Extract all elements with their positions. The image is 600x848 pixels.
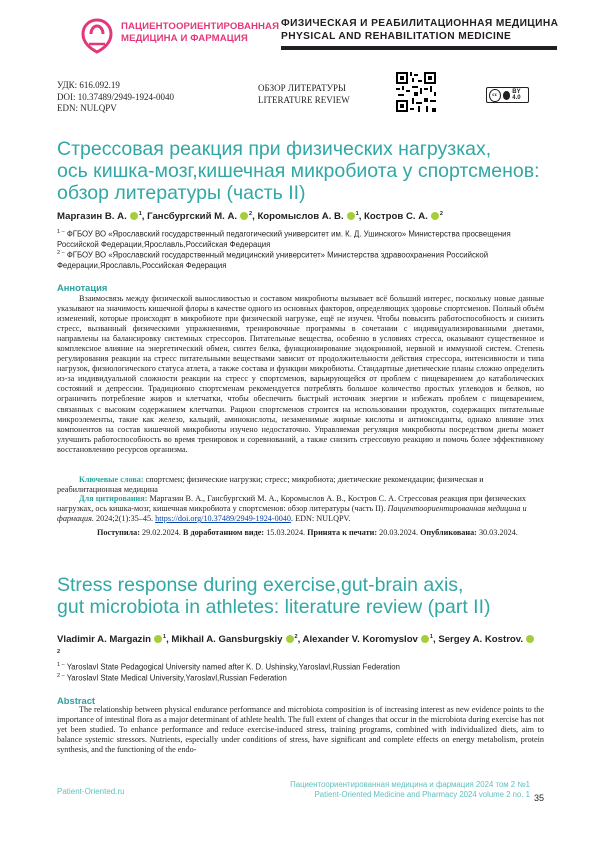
author-name: Гансбургский М. А. — [147, 211, 238, 223]
author-name: Sergey A. Kostrov. — [438, 634, 524, 646]
citation-tail: 2024;2(1):35–45. — [96, 514, 154, 524]
journal-logo-icon — [79, 16, 115, 56]
article-type — [258, 83, 350, 106]
qr-code-icon[interactable] — [394, 70, 438, 114]
title-ru — [57, 138, 557, 204]
cc-icon: cc — [489, 89, 501, 102]
author-sup: 1 — [138, 211, 142, 217]
keywords-text: спортсмен; физические нагрузки; стресс; микробиота; диетические рекомендации; физическая и реабилитационная медицина — [57, 475, 484, 495]
footer-site[interactable]: Patient-Oriented.ru — [57, 787, 125, 796]
citation-journal: Пациентоориентированная медицина и фармация. — [57, 504, 527, 524]
abstract-text-ru: Взаимосвязь между физической выносливостью и составом микробиоты вызывает всё больший интерес, поскольку новые данные указывают на значимость кишечной флоры в качестве одного из основных факторов, определяющих здоровье спортсменов. Полный объём изменений, которые происходят в микробиоте при физической нагрузке, ещё не изучен. Чтобы повысить работоспособность и снизить стресс, вызванный физическими упражнениями, тренировочные программы в сочетании с индивидуализированными диетами, направлены на балансировку системных стрессоров. Питательные вещества, особенно в условиях стресса, оказывают существенное и комплексное влияние на энергетический обмен, синтез белка, функционирование эндокринной, нервной и иммунной систем. Степень регулирования реакции на стресс питательными веществами зависит от продолжительности действия стрессора, интенсивности и типа нагрузок, физиологического статуса атлета, а также состава и функции микробиоты. Стандартные диетические планы сложно определить из-за индивидуальной сложности реакции на стресс у спортсменов, варьирующейся от проблем с пищеварением до катаболических состояний и депрессии. Традиционно спортсменам рекомендуется потреблять большое количество простых углеводов и белков, но ограничить потребление жиров и клетчатки, чтобы обеспечить быстрый источник энергии и избежать проблем с пищеварением, связанных с высоким содержанием клетчатки. Рацион спортсменов строится на использовании продуктов, содержащих питательные микроэлементы, такие как железо, кальций, аминокислоты, незаменимые жирные кислоты и антиоксиданты, однако влияние этих компонентов на состав кишечной микробиоты изучено недостаточно. Управляемая регуляция микробиоты посредством диеты может улучшить работоспособность во время тренировок и соревнований, а также снизить стрессовую реакцию и помочь более эффективному восстановлению ресурсов организма. — [57, 294, 544, 454]
citation-doi-link[interactable]: https://doi.org/10.37489/2949-1924-0040 — [155, 514, 291, 524]
orcid-icon[interactable] — [347, 212, 355, 220]
footer-journal-ru: Пациентоориентированная медицина и фармация 2024 том 2 №1 — [290, 780, 530, 789]
license-label: BY 4.0 — [512, 89, 521, 101]
author-sup: 1 — [355, 211, 359, 217]
doi: DOI: 10.37489/2949-1924-0040 — [57, 91, 174, 102]
logo-line-2: МЕДИЦИНА И ФАРМАЦИЯ — [121, 32, 248, 44]
affiliation-en-2: $^{2 -}$ Yaroslavl State Medical University,Yaroslavl,Russian Federation — [57, 673, 287, 683]
title-en-line-1: Stress response during exercise,gut-brain axis, — [57, 574, 464, 596]
title-ru-line-3: обзор литературы (часть II) — [57, 182, 306, 204]
logo-line-1: ПАЦИЕНТООРИЕНТИРОВАННАЯ — [121, 21, 280, 32]
author-name: Mikhail A. Gansburgskiy — [171, 634, 283, 646]
accepted-label: Принята к печати: — [307, 528, 378, 537]
author-sup: 2 — [57, 649, 61, 656]
abstract-text-en: The relationship between physical endurance performance and microbiota composition is of increasing interest as new evidence points to the importance of intestinal flora as a major determinant of athlete health. The full extent of changes that occur in the microbiota during exercise has not yet been studied. To enhance performance and reduce exercise-induced stress, training programs, combined with individualized diets, aim to balance systemic stressors. Nutrients, especially under conditions of stress, have significant and complete effects on energy metabolism, protein synthesis, and the functioning of the endo- — [57, 705, 544, 755]
udc: УДК: 616.092.19 — [57, 80, 120, 90]
author-name: Костров С. А. — [364, 211, 428, 223]
abstract-heading-en: Abstract — [57, 695, 96, 706]
affiliation-ru-2: $^{2 -}$ ФГБОУ ВО «Ярославский государственный медицинский университет» Министерства здравоохранения Российской Федерации,Ярославль,Российская Федерация — [57, 250, 489, 270]
published-date: 30.03.2024. — [478, 528, 518, 537]
affiliation-text: Yaroslavl State Medical University,Yaroslavl,Russian Federation — [66, 673, 287, 683]
affiliation-text: ФГБОУ ВО «Ярославский государственный педагогический университет им. К. Д. Ушинского» Министерства просвещения Российской Федерации,Ярославль,Российская Федерация — [57, 229, 511, 249]
orcid-icon[interactable] — [130, 212, 138, 220]
author-name: Коромыслов А. В. — [257, 211, 344, 223]
citation-text: Маргазин В. А., Гансбургский М. А., Коромыслов А. В., Костров С. А. Стрессовая реакция при физических нагрузках, ось кишка-мозг, кишечная микробиота у спортсменов: обзор литературы (часть II). — [57, 494, 526, 514]
article-meta — [57, 80, 174, 115]
authors-en: Vladimir A. Margazin $^1$, Mikhail A. Gansburgskiy $^2$, Alexander V. Koromyslov $^1$, Sergey A. Kostrov.$^2$ — [57, 631, 537, 661]
footer-journal — [258, 780, 530, 800]
affiliation-text: Yaroslavl State Pedagogical University named after K. D. Ushinsky,Yaroslavl,Russian Federation — [66, 662, 400, 672]
author-sup: 2 — [294, 634, 298, 640]
orcid-icon[interactable] — [431, 212, 439, 220]
article-dates — [97, 528, 518, 537]
abstract-heading-ru: Аннотация — [57, 282, 108, 293]
header-rule — [281, 46, 557, 50]
author-sup: 1 — [429, 634, 433, 640]
author-name: Alexander V. Koromyslov — [302, 634, 418, 646]
author-sup: 2 — [249, 211, 253, 217]
author-sup: 1 — [163, 634, 167, 640]
citation-ru — [57, 494, 544, 524]
author-name: Vladimir A. Margazin — [57, 634, 152, 646]
edn: EDN: NULQPV — [57, 103, 117, 114]
orcid-icon[interactable] — [286, 635, 294, 643]
affiliation-text: ФГБОУ ВО «Ярославский государственный медицинский университет» Министерства здравоохранения Российской Федерации,Ярославль,Российская Федерация — [57, 250, 489, 270]
accepted-date: 20.03.2024. — [379, 528, 419, 537]
section-en: LITERATURE REVIEW — [258, 94, 350, 105]
orcid-icon[interactable] — [240, 212, 248, 220]
orcid-icon[interactable] — [421, 635, 429, 643]
title-ru-line-2: ось кишка-мозг,кишечная микробиота у спортсменов: — [57, 160, 540, 182]
footer-journal-en: Patient-Oriented Medicine and Pharmacy 2024 volume 2 no. 1 — [314, 790, 530, 799]
citation-label: Для цитирования: — [79, 494, 148, 503]
author-sup: 2 — [439, 211, 443, 217]
orcid-icon[interactable] — [526, 635, 534, 643]
page-number: 35 — [534, 793, 545, 803]
by-person-icon — [503, 91, 511, 100]
revised-label: В доработанном виде: — [182, 528, 265, 537]
cc-license-badge[interactable] — [486, 87, 529, 103]
keywords-ru — [57, 475, 544, 495]
author-name: Маргазин В. А. — [57, 211, 127, 223]
title-en-line-2: gut microbiota in athletes: literature review (part II) — [57, 596, 491, 618]
received-date: 29.02.2024. — [142, 528, 181, 537]
keywords-label: Ключевые слова: — [79, 475, 144, 484]
title-en — [57, 574, 557, 618]
journal-logo-text — [121, 21, 279, 44]
orcid-icon[interactable] — [154, 635, 162, 643]
citation-edn: . EDN: NULQPV. — [291, 514, 351, 524]
published-label: Опубликована: — [420, 528, 477, 537]
authors-ru: Маргазин В. А. $^1$, Гансбургский М. А. $^2$, Коромыслов А. В. $^1$, Костров С. А. $^2$ — [57, 211, 443, 223]
journal-section-en: PHYSICAL AND REHABILITATION MEDICINE — [281, 31, 512, 42]
received-label: Поступила: — [97, 528, 140, 537]
journal-section-ru: ФИЗИЧЕСКАЯ И РЕАБИЛИТАЦИОННАЯ МЕДИЦИНА — [281, 18, 559, 29]
affiliation-en-1: $^{1 -}$ Yaroslavl State Pedagogical University named after K. D. Ushinsky,Yaroslavl,Russian Federation — [57, 662, 400, 672]
revised-date: 15.03.2024. — [266, 528, 306, 537]
affiliation-ru-1: $^{1 -}$ ФГБОУ ВО «Ярославский государственный педагогический университет им. К. Д. Ушинского» Министерства просвещения Российской Федерации,Ярославль,Российская Федерация — [57, 229, 511, 249]
section-ru: ОБЗОР ЛИТЕРАТУРЫ — [258, 83, 346, 93]
title-ru-line-1: Стрессовая реакция при физических нагрузках, — [57, 138, 492, 160]
